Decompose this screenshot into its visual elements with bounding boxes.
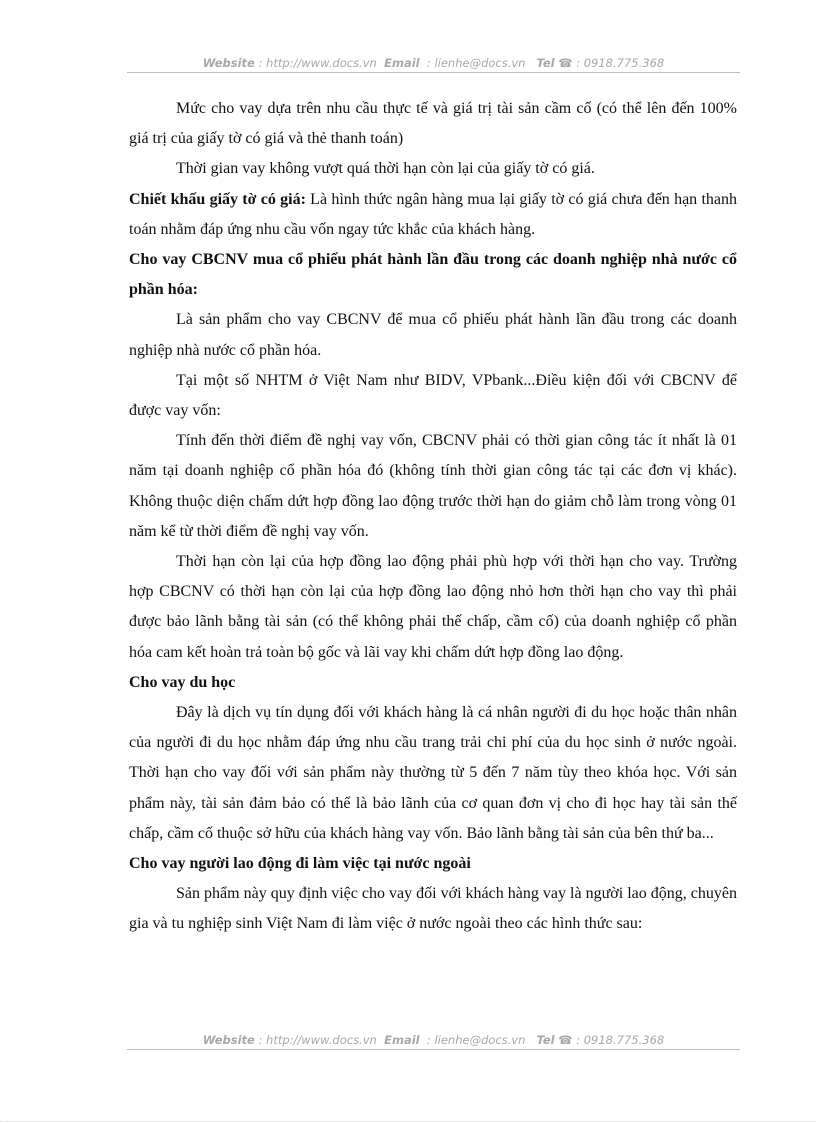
website-url[interactable]: http://www.docs.vn [266, 56, 377, 70]
paragraph: Thời hạn còn lại của hợp đồng lao động phải phù hợp với thời hạn cho vay. Trường hợp CBCNV có thời hạn còn lại của hợp đồng lao động nhỏ hơn thời hạn cho vay thì phải được bảo lãnh bằng tài sản (có thể không phải thế chấp, cầm cố) của doanh nghiệp cổ phần hóa cam kết hoàn trả toàn bộ gốc và lãi vay khi chấm dứt hợp đồng lao động. [129, 553, 737, 661]
header-separator: : [254, 56, 267, 70]
email-value[interactable]: lienhe@docs.vn [434, 1033, 526, 1047]
header-separator: : [572, 56, 584, 70]
website-label: Website [202, 56, 255, 70]
tel-label: Tel [536, 56, 555, 70]
page-footer [127, 1033, 740, 1050]
paragraph: Đây là dịch vụ tín dụng đối với khách hàng là cá nhân người đi du học hoặc thân nhân của người đi du học nhằm đáp ứng nhu cầu trang trải chi phí của du học sinh ở nước ngoài. Thời hạn cho vay đối với sản phẩm này thường từ 5 đến 7 năm tùy theo khóa học. Với sản phẩm này, tài sản đảm bảo có thể là bảo lãnh của cơ quan đơn vị cho đi học hay tài sản thế chấp, cầm cố thuộc sở hữu của khách hàng vay vốn. Bảo lãnh bằng tài sản của bên thứ ba... [129, 704, 737, 842]
website-url[interactable]: http://www.docs.vn [266, 1033, 377, 1047]
phone-icon: ☎ [558, 1033, 573, 1047]
header-separator: : [423, 56, 435, 70]
paragraph: Là sản phẩm cho vay CBCNV để mua cổ phiếu phát hành lần đầu trong các doanh nghiệp nhà nước cổ phần hóa. [129, 311, 737, 359]
term-text: Là hình thức ngân hàng mua lại giấy tờ có giá chưa đến hạn thanh toán nhằm đáp ứng nhu cầu vốn ngay tức khắc của khách hàng. [129, 190, 738, 238]
paragraph: Tính đến thời điểm đề nghị vay vốn, CBCNV phải có thời gian công tác ít nhất là 01 năm tại doanh nghiệp cổ phần hóa đó (không tính thời gian công tác tại các đơn vị khác). Không thuộc diện chấm dứt hợp đồng lao động trước thời hạn do giảm chỗ làm trong vòng 01 năm kể từ thời điểm đề nghị vay vốn. [129, 432, 737, 540]
page-bottom-border [0, 1121, 816, 1122]
footer-separator: : [254, 1033, 267, 1047]
paragraph [129, 185, 737, 245]
email-label: Email [384, 1033, 420, 1047]
tel-value: 0918.775.368 [583, 56, 665, 70]
section-heading: Cho vay người lao động đi làm việc tại nước ngoài [129, 855, 471, 873]
footer-separator: : [572, 1033, 584, 1047]
website-label: Website [202, 1033, 255, 1047]
term-lead: Chiết khấu giấy tờ có giá: [129, 190, 306, 208]
paragraph: Thời gian vay không vượt quá thời hạn còn lại của giấy tờ có giá. [176, 160, 595, 178]
paragraph: Sản phẩm này quy định việc cho vay đối với khách hàng vay là người lao động, chuyên gia và tu nghiệp sinh Việt Nam đi làm việc ở nước ngoài theo các hình thức sau: [129, 885, 737, 933]
paragraph: Mức cho vay dựa trên nhu cầu thực tế và giá trị tài sản cầm cố (có thể lên đến 100% giá trị của giấy tờ có giá và thẻ thanh toán) [129, 100, 737, 148]
footer-separator: : [423, 1033, 435, 1047]
email-value[interactable]: lienhe@docs.vn [434, 56, 526, 70]
paragraph: Tại một số NHTM ở Việt Nam như BIDV, VPbank...Điều kiện đối với CBCNV để được vay vốn: [129, 371, 737, 420]
document-body [129, 94, 737, 940]
page-header [127, 56, 740, 73]
section-heading: Cho vay du học [129, 673, 236, 691]
section-heading: Cho vay CBCNV mua cổ phiếu phát hành lần đầu trong các doanh nghiệp nhà nước cổ phần hóa: [129, 251, 737, 299]
email-label: Email [384, 56, 420, 70]
phone-icon: ☎ [558, 56, 573, 70]
tel-label: Tel [536, 1033, 555, 1047]
tel-value: 0918.775.368 [583, 1033, 665, 1047]
